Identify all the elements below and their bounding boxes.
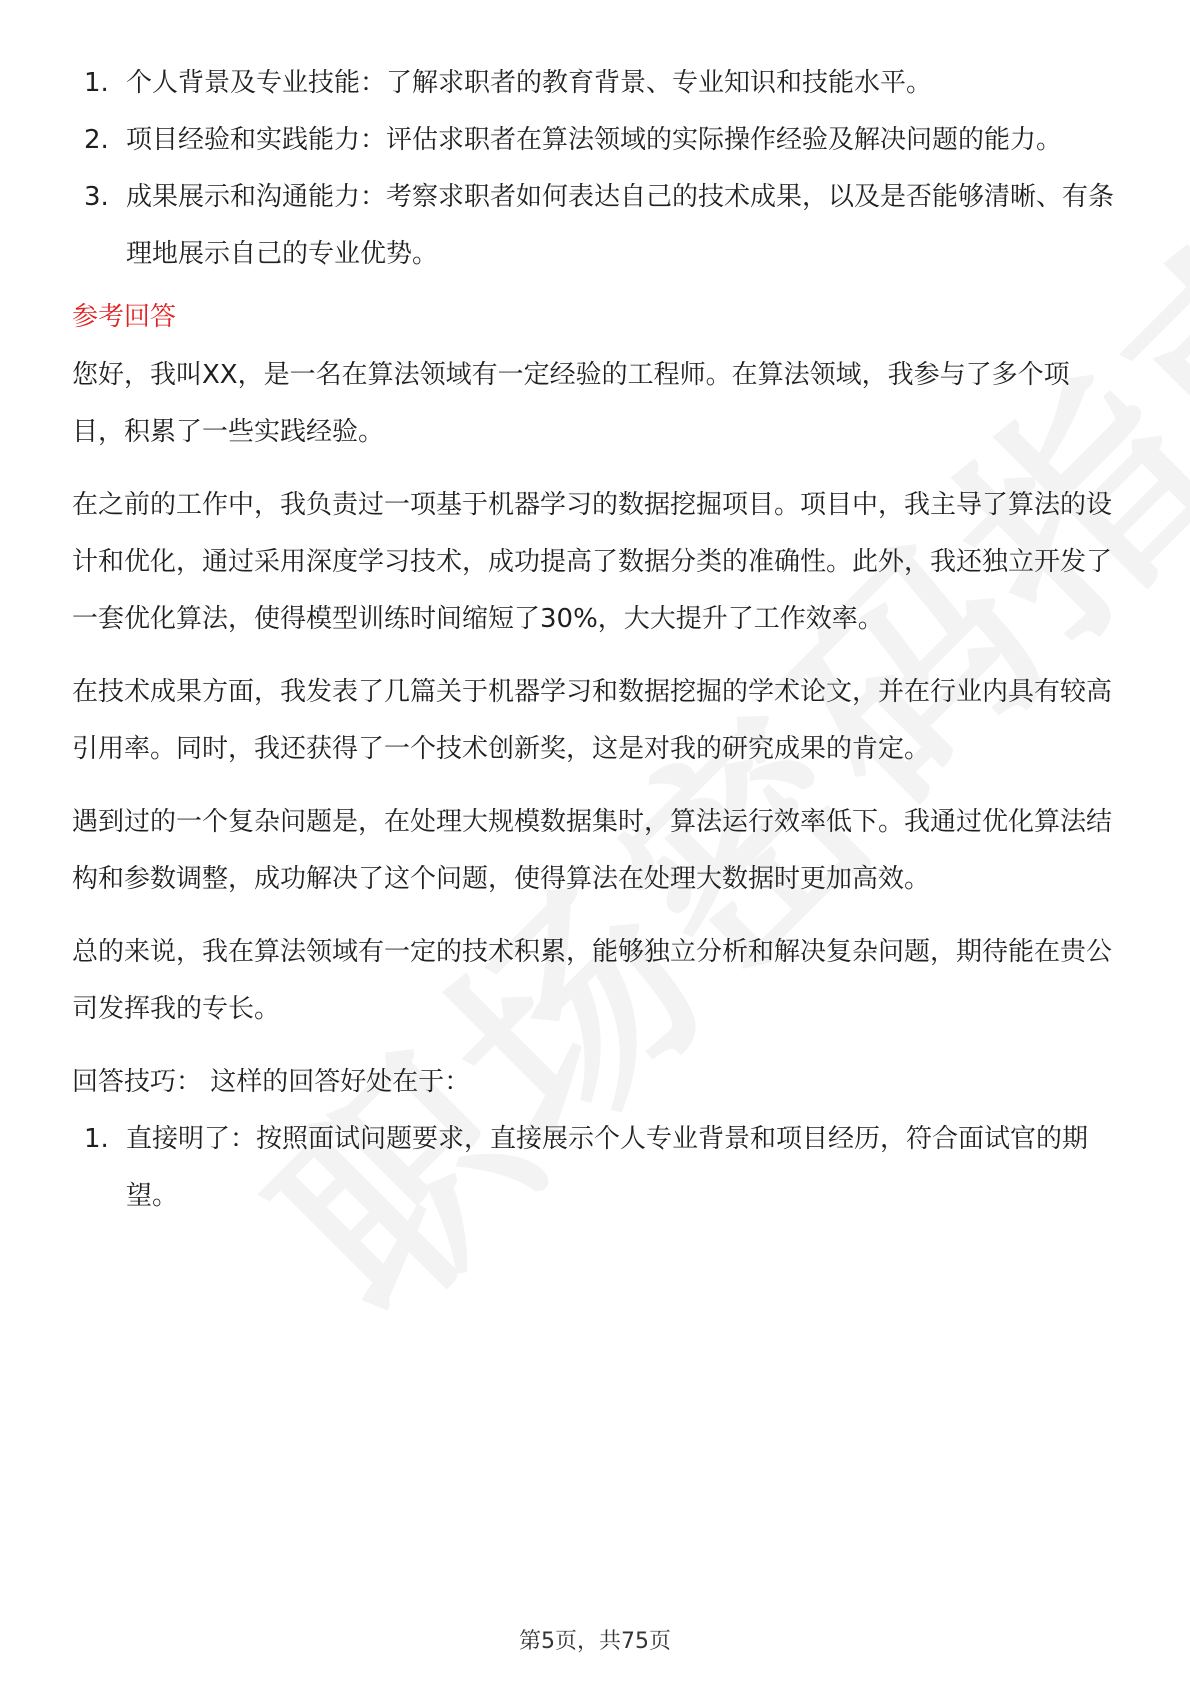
list-number: 3. [84,182,109,212]
paragraph: 您好，我叫XX，是一名在算法领域有一定经验的工程师。在算法领域，我参与了多个项目，积累了一些实践经验。 [72,360,1070,447]
paragraph: 遇到过的一个复杂问题是，在处理大规模数据集时，算法运行效率低下。我通过优化算法结构和参数调整，成功解决了这个问题，使得算法在处理大数据时更加高效。 [72,807,1113,894]
answer-tips-heading: 回答技巧： 这样的回答好处在于： [72,1067,471,1097]
paragraph: 在之前的工作中，我负责过一项基于机器学习的数据挖掘项目。项目中，我主导了算法的设计和优化，通过采用深度学习技术，成功提高了数据分类的准确性。此外，我还独立开发了一套优化算法，使得模型训练时间缩短了30%，大大提升了工作效率。 [72,490,1113,634]
paragraph: 在技术成果方面，我发表了几篇关于机器学习和数据挖掘的学术论文，并在行业内具有较高引用率。同时，我还获得了一个技术创新奖，这是对我的研究成果的肯定。 [72,677,1113,764]
list-item [72,55,1118,112]
paragraph: 总的来说，我在算法领域有一定的技术积累，能够独立分析和解决复杂问题，期待能在贵公司发挥我的专长。 [72,937,1113,1024]
list-item-text: 成果展示和沟通能力：考察求职者如何表达自己的技术成果，以及是否能够清晰、有条理地展示自己的专业优势。 [126,182,1115,269]
evaluation-points-list [72,55,1118,283]
list-number: 2. [84,125,109,155]
answer-tips-list [72,1111,1118,1225]
list-item-text: 项目经验和实践能力：评估求职者在算法领域的实际操作经验及解决问题的能力。 [126,125,1063,155]
list-item [72,1111,1118,1225]
list-item-text: 直接明了：按照面试问题要求，直接展示个人专业背景和项目经历，符合面试官的期望。 [126,1124,1089,1211]
list-number: 1. [84,68,109,98]
list-item [72,169,1118,283]
content [72,55,1118,1225]
page-footer: 第5页，共75页 [519,1629,671,1654]
section-title: 参考回答 [72,302,177,332]
list-number: 1. [84,1124,109,1154]
list-item [72,112,1118,169]
list-item-text: 个人背景及专业技能：了解求职者的教育背景、专业知识和技能水平。 [126,68,933,98]
